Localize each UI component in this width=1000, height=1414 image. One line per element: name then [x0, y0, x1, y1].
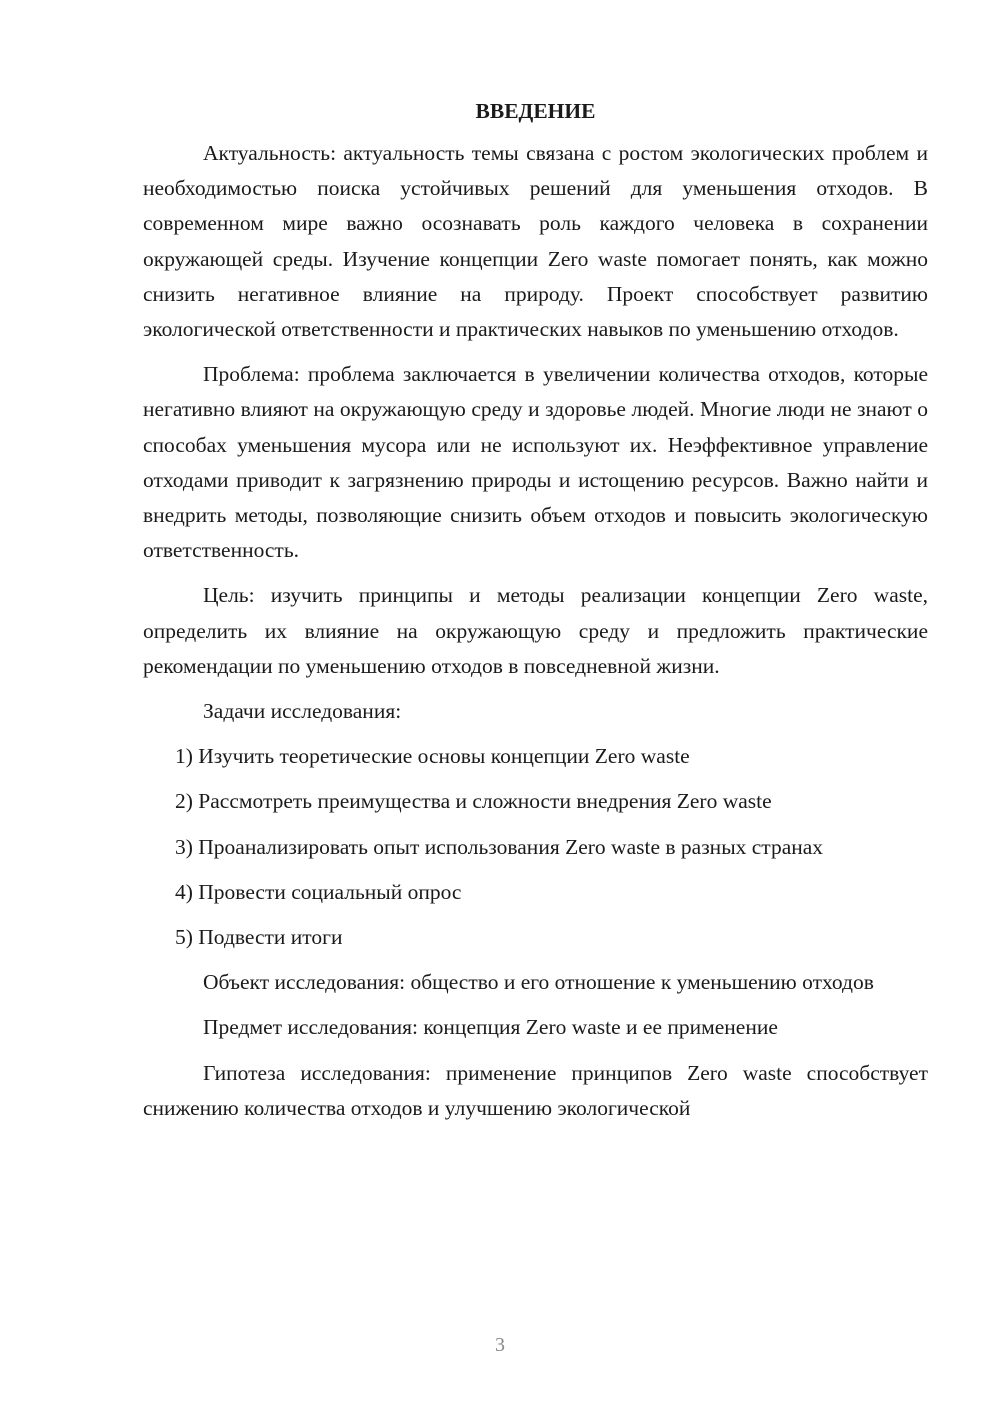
problem-paragraph: Проблема: проблема заключается в увеличении количества отходов, которые негативно влияют на окружающую среду и здоровье людей. Многие люди не знают о способах уменьшения мусора или не используют их. Неэффективное управление отходами приводит к загрязнению природы и истощению ресурсов. Важно найти и внедрить методы, позволяющие снизить объем отходов и повысить экологическую ответственность.: [143, 362, 928, 563]
object-paragraph: Объект исследования: общество и его отношение к уменьшению отходов: [203, 970, 874, 995]
task-item: 3) Проанализировать опыт использования Zero waste в разных странах: [175, 834, 824, 859]
task-item: 2) Рассмотреть преимущества и сложности внедрения Zero waste: [175, 789, 772, 814]
section-heading: ВВЕДЕНИЕ: [475, 99, 596, 123]
subject-paragraph: Предмет исследования: концепция Zero waste и ее применение: [203, 1015, 778, 1040]
task-item: 1) Изучить теоретические основы концепции Zero waste: [175, 744, 690, 769]
relevance-paragraph: Актуальность: актуальность темы связана с ростом экологических проблем и необходимостью поиска устойчивых решений для уменьшения отходов. В современном мире важно осознавать роль каждого человека в сохранении окружающей среды. Изучение концепции Zero waste помогает понять, как можно снизить негативное влияние на природу. Проект способствует развитию экологической ответственности и практических навыков по уменьшению отходов.: [143, 141, 928, 342]
task-item: 5) Подвести итоги: [175, 925, 343, 950]
goal-paragraph: Цель: изучить принципы и методы реализации концепции Zero waste, определить их влияние на окружающую среду и предложить практические рекомендации по уменьшению отходов в повседневной жизни.: [143, 583, 928, 678]
page-content: [143, 96, 928, 1136]
tasks-title: Задачи исследования:: [203, 699, 402, 724]
page-number: 3: [495, 1334, 505, 1356]
hypothesis-paragraph: Гипотеза исследования: применение принципов Zero waste способствует снижению количества отходов и улучшению экологической: [143, 1060, 928, 1120]
task-item: 4) Провести социальный опрос: [175, 879, 462, 904]
